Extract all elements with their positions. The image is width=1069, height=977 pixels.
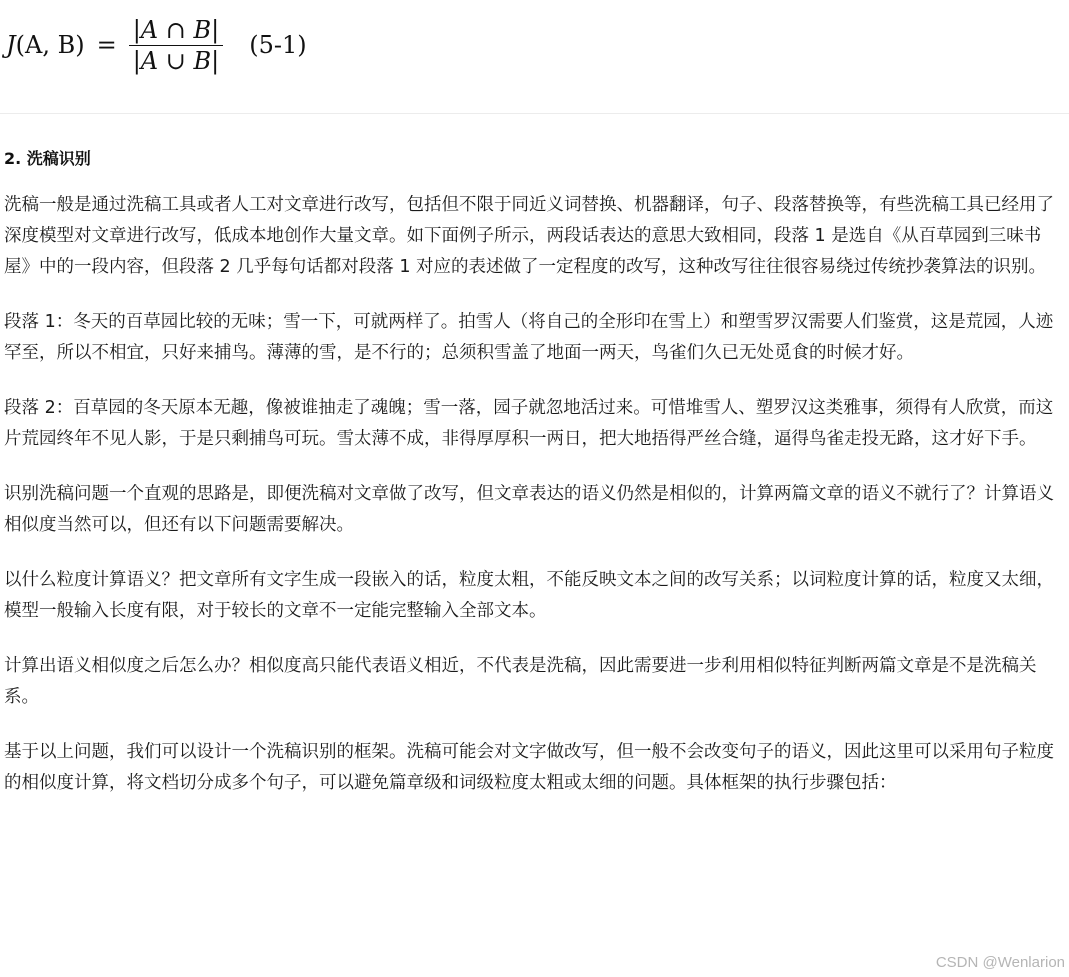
formula-denominator xyxy=(129,46,224,76)
numerator-left: |A xyxy=(132,15,159,44)
formula-func: J xyxy=(6,31,16,59)
formula-lhs xyxy=(6,31,85,59)
union-symbol: ∪ xyxy=(165,46,186,75)
section-divider xyxy=(0,113,1069,114)
paragraph-approach: 识别洗稿问题一个直观的思路是，即便洗稿对文章做了改写，但文章表达的语义仍然是相似的，计算两篇文章的语义不就行了？计算语义相似度当然可以，但还有以下问题需要解决。 xyxy=(4,484,1054,535)
paragraph-framework: 基于以上问题，我们可以设计一个洗稿识别的框架。洗稿可能会对文字做改写，但一般不会改变句子的语义，因此这里可以采用句子粒度的相似度计算，将文档切分成多个句子，可以避免篇章级和词级粒度太粗或太细的问题。具体框架的执行步骤包括： xyxy=(4,742,1054,793)
numerator-right: B| xyxy=(193,15,220,44)
formula-numerator xyxy=(129,15,224,45)
formula-equals: = xyxy=(96,31,117,59)
section-heading: 2. 洗稿识别 xyxy=(4,149,91,168)
paragraph-intro: 洗稿一般是通过洗稿工具或者人工对文章进行改写，包括但不限于同近义词替换、机器翻译，句子、段落替换等，有些洗稿工具已经用了深度模型对文章进行改写，低成本地创作大量文章。如下面例子所示，两段话表达的意思大致相同，段落 1 是选自《从百草园到三味书屋》中的一段内容，但段落 2 几乎每句话都对段落 1 对应的表述做了一定程度的改写，这种改写往往很容易绕过传统抄袭算法的识别。 xyxy=(4,195,1054,277)
intersection-symbol: ∩ xyxy=(165,15,186,44)
article-body xyxy=(4,190,1066,823)
csdn-watermark: CSDN @Wenlarion xyxy=(935,954,1065,971)
denominator-right: B| xyxy=(193,46,220,75)
paragraph-example-2: 段落 2：百草园的冬天原本无趣，像被谁抽走了魂魄；雪一落，园子就忽地活过来。可惜堆雪人、塑罗汉这类雅事，须得有人欣赏，而这片荒园终年不见人影，于是只剩捕鸟可玩。雪太薄不成，非得厚厚积一两日，把大地捂得严丝合缝，逼得鸟雀走投无路，这才好下手。 xyxy=(4,398,1054,449)
formula-fraction xyxy=(129,15,224,76)
paragraph-granularity: 以什么粒度计算语义？把文章所有文字生成一段嵌入的话，粒度太粗，不能反映文本之间的改写关系；以词粒度计算的话，粒度又太细，模型一般输入长度有限，对于较长的文章不一定能完整输入全部文本。 xyxy=(4,570,1054,621)
paragraph-similarity: 计算出语义相似度之后怎么办？相似度高只能代表语义相近，不代表是洗稿，因此需要进一步利用相似特征判断两篇文章是不是洗稿关系。 xyxy=(4,656,1037,707)
denominator-left: |A xyxy=(132,46,159,75)
formula-args: (A, B) xyxy=(15,31,85,59)
jaccard-formula xyxy=(6,10,307,80)
paragraph-example-1: 段落 1：冬天的百草园比较的无味；雪一下，可就两样了。拍雪人（将自己的全形印在雪上）和塑雪罗汉需要人们鉴赏，这是荒园，人迹罕至，所以不相宜，只好来捕鸟。薄薄的雪，是不行的；总须积雪盖了地面一两天，鸟雀们久已无处觅食的时候才好。 xyxy=(4,312,1054,363)
equation-number: (5-1) xyxy=(249,31,307,59)
